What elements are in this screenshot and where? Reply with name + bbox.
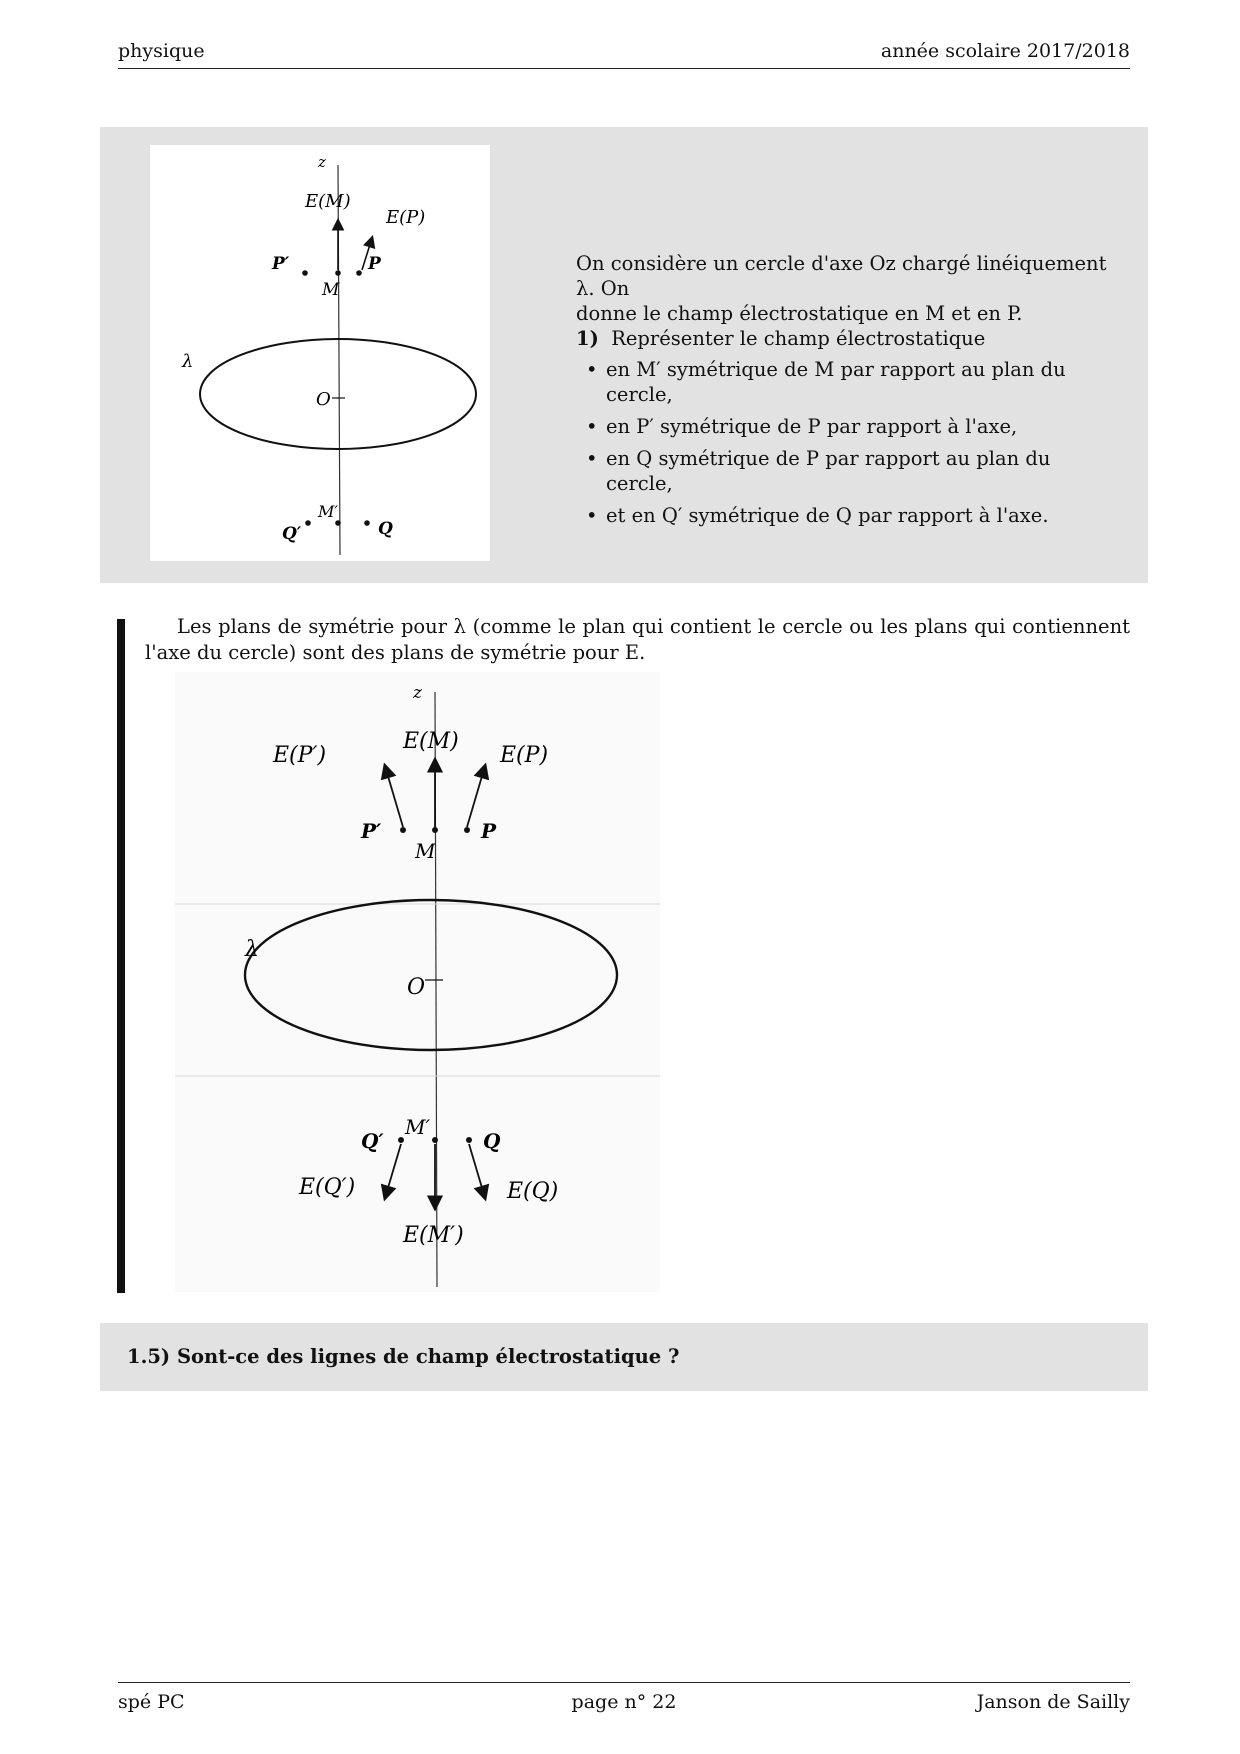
label-e-q: E(Q)	[507, 1179, 559, 1204]
point-p-prime	[302, 270, 308, 276]
point-m-prime	[335, 520, 341, 526]
page-header	[118, 40, 1130, 69]
field-arrow-p-prime	[385, 766, 403, 827]
point-q-prime	[305, 520, 311, 526]
label-p-prime: P′	[361, 819, 382, 843]
bullet-item: • en M′ symétrique de M par rapport au plan du cercle,	[576, 357, 1116, 407]
exercise-intro-line2: donne le champ électrostatique en M et en P.	[576, 302, 1023, 325]
footer-school: Janson de Sailly	[976, 1691, 1130, 1713]
label-lambda: λ	[245, 937, 259, 962]
label-e-p: E(P)	[386, 207, 426, 228]
label-m-prime: M′	[318, 502, 339, 521]
label-q: Q	[483, 1129, 501, 1153]
label-p: P	[481, 819, 497, 843]
exercise-box	[100, 127, 1148, 583]
label-z: z	[318, 153, 326, 171]
point-m	[335, 270, 341, 276]
page-footer	[118, 1682, 1130, 1719]
label-p: P	[368, 254, 381, 274]
exercise-text	[576, 251, 1116, 535]
charged-circle	[245, 900, 617, 1050]
point-p	[464, 827, 470, 833]
bullet-list	[576, 357, 1116, 528]
label-q: Q	[378, 519, 393, 539]
question-text: Représenter le champ électrostatique	[611, 327, 986, 350]
answer-margin-bar	[117, 619, 125, 1293]
point-q-prime	[398, 1137, 404, 1143]
header-year: année scolaire 2017/2018	[880, 40, 1130, 62]
question-number: 1)	[576, 327, 599, 350]
label-o: O	[407, 975, 426, 1000]
point-m	[432, 827, 438, 833]
point-p	[356, 270, 362, 276]
label-m: M	[415, 839, 436, 863]
label-o: O	[316, 389, 331, 410]
label-m-prime: M′	[405, 1115, 431, 1139]
point-m-prime	[432, 1137, 438, 1143]
bullet-item: • en P′ symétrique de P par rapport à l'axe,	[576, 414, 1116, 439]
question-box	[100, 1323, 1148, 1391]
label-e-m: E(M)	[403, 729, 459, 754]
label-m: M	[322, 280, 340, 300]
bullet-item: • et en Q′ symétrique de Q par rapport à l'axe.	[576, 503, 1116, 528]
point-p-prime	[400, 827, 406, 833]
figure-circle-given	[150, 145, 490, 561]
exercise-intro-line1: On considère un cercle d'axe Oz chargé linéiquement λ. On	[576, 252, 1107, 300]
bullet-item: • en Q symétrique de P par rapport au plan du cercle,	[576, 446, 1116, 496]
field-arrow-p	[467, 766, 485, 827]
label-e-p: E(P)	[500, 743, 549, 768]
exercise-question	[576, 326, 1116, 351]
figure-circle-answer	[175, 672, 660, 1292]
point-q	[364, 520, 370, 526]
label-q-prime: Q′	[282, 524, 302, 544]
label-e-m: E(M)	[305, 191, 351, 212]
footer-class: spé PC	[118, 1691, 185, 1713]
footer-page-number: page n° 22	[571, 1691, 677, 1713]
point-q	[466, 1137, 472, 1143]
question-heading: 1.5) Sont-ce des lignes de champ électrostatique ?	[127, 1345, 680, 1368]
label-lambda: λ	[182, 351, 194, 372]
header-subject: physique	[118, 40, 205, 62]
field-arrow-q-prime	[385, 1144, 401, 1198]
label-e-q-prime: E(Q′)	[299, 1175, 356, 1200]
label-z: z	[413, 683, 422, 703]
label-e-m-prime: E(M′)	[403, 1223, 464, 1248]
charged-circle	[200, 339, 476, 449]
label-p-prime: P′	[272, 254, 290, 274]
label-e-p-prime: E(P′)	[273, 743, 327, 768]
answer-paragraph: Les plans de symétrie pour λ (comme le plan qui contient le cercle ou les plans qui contiennent l'axe du cercle) sont des plans de symétrie pour E.	[145, 615, 1130, 664]
label-q-prime: Q′	[361, 1129, 384, 1153]
